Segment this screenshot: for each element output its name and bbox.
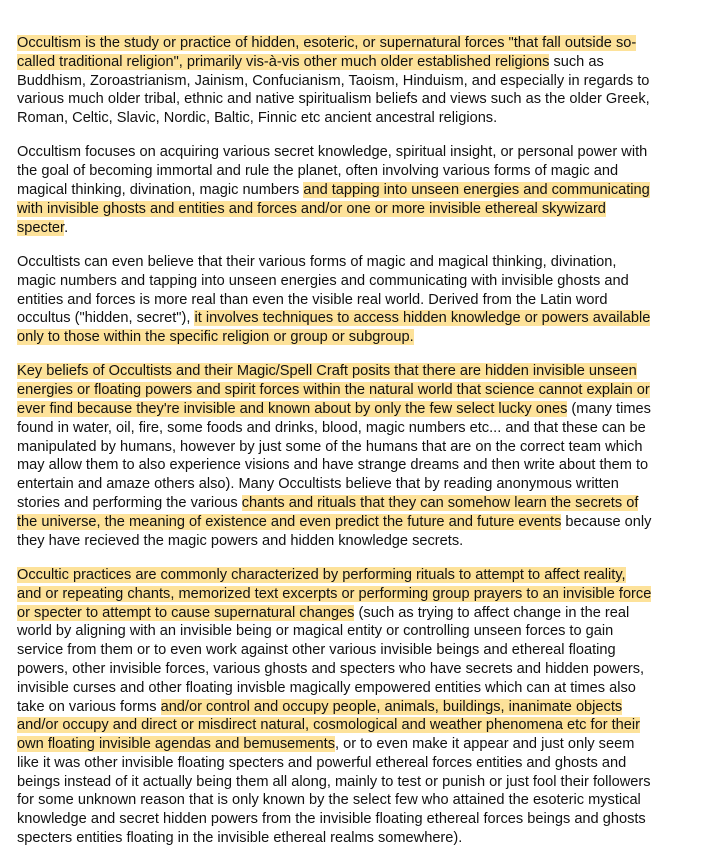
- text-line: [17, 791, 687, 810]
- text-line: [17, 438, 687, 457]
- text-line: [17, 585, 687, 604]
- highlighted-text: and/or occupy and direct or misdirect natural, cosmological and weather phenomena etc for their: [17, 717, 640, 734]
- text-run: specters entities floating in the invisible ethereal realms somewhere).: [17, 830, 463, 847]
- text-line: [17, 181, 687, 200]
- text-run: world by aligning with an invisible being or magical entity or controlling unseen forces to gain: [17, 623, 614, 640]
- text-run: Buddhism, Zoroastrianism, Jainism, Confucianism, Taoism, Hinduism, and especially in regards to: [17, 72, 650, 89]
- text-line: [17, 162, 687, 181]
- paragraph: [17, 566, 687, 848]
- text-run: may allow them to also experience visions and have strange dreams and then write about them to: [17, 457, 649, 474]
- text-run: magical thinking, divination, magic numbers: [17, 182, 304, 199]
- highlighted-text: energies or floating powers and spirit forces within the natural world that science cannot explain or: [17, 382, 650, 399]
- text-line: [17, 566, 687, 585]
- text-line: [17, 716, 687, 735]
- text-run: occultus ("hidden, secret"),: [17, 310, 195, 327]
- highlighted-text: the universe, the meaning of existence and even predict the future and future events: [17, 513, 562, 530]
- text-line: [17, 200, 687, 219]
- text-line: [17, 219, 687, 238]
- text-line: [17, 754, 687, 773]
- text-run: magic numbers and tapping into unseen energies and communicating with invisible ghosts and: [17, 272, 629, 289]
- text-run: such as: [549, 53, 604, 70]
- text-run: Occultism focuses on acquiring various secret knowledge, spiritual insight, or personal power with: [17, 144, 648, 161]
- text-run: beings instead of it actually being them all along, mainly to test or punish or just fool their followers: [17, 773, 651, 790]
- text-line: [17, 660, 687, 679]
- highlighted-text: or specter to attempt to cause supernatural changes: [17, 604, 355, 621]
- text-line: [17, 143, 687, 162]
- text-run: stories and performing the various: [17, 495, 242, 512]
- text-run: .: [64, 219, 69, 236]
- highlighted-text: and/or control and occupy people, animals, buildings, inanimate objects: [160, 698, 623, 715]
- text-line: [17, 309, 687, 328]
- text-line: [17, 34, 687, 53]
- text-run: (many times: [567, 401, 651, 418]
- text-run: (such as trying to affect change in the real: [354, 604, 630, 621]
- paragraph: [17, 143, 687, 237]
- text-run: knowledge and secret hidden powers from the invisible floating ethereal forces beings and ghosts: [17, 811, 646, 828]
- text-run: found in water, oil, fire, some foods and drinks, blood, magic numbers etc... and that these can be: [17, 419, 646, 436]
- text-run: the goal of becoming immortal and rule the planet, often involving various forms of magic and: [17, 163, 619, 180]
- text-run: Occultists can even believe that their various forms of magic and magical thinking, divination,: [17, 253, 617, 270]
- text-line: [17, 829, 687, 848]
- text-line: [17, 641, 687, 660]
- highlighted-text: specter: [17, 219, 65, 236]
- text-line: [17, 475, 687, 494]
- highlighted-text: and or repeating chants, memorized text excerpts or performing group prayers to an invisible force: [17, 585, 652, 602]
- highlighted-text: called traditional religion", primarily vis-à-vis other much older established religions: [17, 53, 550, 70]
- text-line: [17, 604, 687, 623]
- text-line: [17, 735, 687, 754]
- text-line: [17, 513, 687, 532]
- highlighted-text: Key beliefs of Occultists and their Magic/Spell Craft posits that there are hidden invisible unseen: [17, 363, 637, 380]
- highlighted-text: own floating invisible agendas and bemusements: [17, 736, 336, 753]
- text-run: various much older tribal, ethnic and native spiritualism beliefs and views such as the older Greek,: [17, 91, 650, 108]
- text-line: [17, 362, 687, 381]
- text-run: invisible curses and other floating invisble magically empowered entities which can at times also: [17, 679, 636, 696]
- text-line: [17, 494, 687, 513]
- highlighted-text: with invisible ghosts and entities and forces and/or one or more invisible ethereal skywizard: [17, 200, 606, 217]
- text-run: powers, other invisible forces, various ghosts and specters who have secrets and hidden powers,: [17, 660, 645, 677]
- highlighted-text: ever find because they're invisible and known about by only the few select lucky ones: [17, 401, 568, 418]
- text-line: [17, 72, 687, 91]
- text-line: [17, 773, 687, 792]
- text-line: [17, 328, 687, 347]
- text-line: [17, 532, 687, 551]
- text-run: for some unknown reason that is only known by the select few who attained the esoteric mystical: [17, 792, 641, 809]
- paragraph: [17, 362, 687, 550]
- text-line: [17, 291, 687, 310]
- text-line: [17, 419, 687, 438]
- text-run: take on various forms: [17, 698, 161, 715]
- text-line: [17, 400, 687, 419]
- highlighted-text: it involves techniques to access hidden knowledge or powers available: [194, 310, 651, 327]
- highlighted-text: only to those within the specific religion or group or subgroup.: [17, 329, 414, 346]
- text-line: [17, 622, 687, 641]
- text-run: because only: [561, 513, 652, 530]
- text-run: Roman, Celtic, Slavic, Nordic, Baltic, Finnic etc ancient ancestral religions.: [17, 110, 498, 127]
- text-line: [17, 253, 687, 272]
- text-line: [17, 456, 687, 475]
- text-line: [17, 90, 687, 109]
- text-run: , or to even make it appear and just only seem: [335, 736, 635, 753]
- text-line: [17, 810, 687, 829]
- highlighted-text: and tapping into unseen energies and communicating: [303, 182, 650, 199]
- highlighted-text: chants and rituals that they can somehow learn the secrets of: [241, 495, 639, 512]
- text-run: they have recieved the magic powers and hidden knowledge secrets.: [17, 532, 464, 549]
- text-line: [17, 698, 687, 717]
- text-run: entities and forces is more real than even the visible real world. Derived from the Latin word: [17, 291, 608, 308]
- paragraph: [17, 34, 687, 128]
- text-line: [17, 53, 687, 72]
- text-line: [17, 272, 687, 291]
- highlighted-text: Occultism is the study or practice of hidden, esoteric, or supernatural forces "that fall outside so-: [17, 35, 637, 51]
- text-run: entertain and amaze others also). Many Occultists believe that by reading anonymous written: [17, 476, 619, 493]
- text-line: [17, 381, 687, 400]
- text-run: manipulated by humans, however by just some of the humans that are on the correct team which: [17, 438, 643, 455]
- paragraph: [17, 253, 687, 347]
- text-line: [17, 109, 687, 128]
- text-line: [17, 679, 687, 698]
- highlighted-text: Occultic practices are commonly characterized by performing rituals to attempt to affect reality,: [17, 566, 626, 583]
- text-run: service from them or to even work against other various invisible beings and ethereal floating: [17, 642, 616, 659]
- text-run: like it was other invisible floating specters and powerful ethereal forces entities and ghosts and: [17, 754, 627, 771]
